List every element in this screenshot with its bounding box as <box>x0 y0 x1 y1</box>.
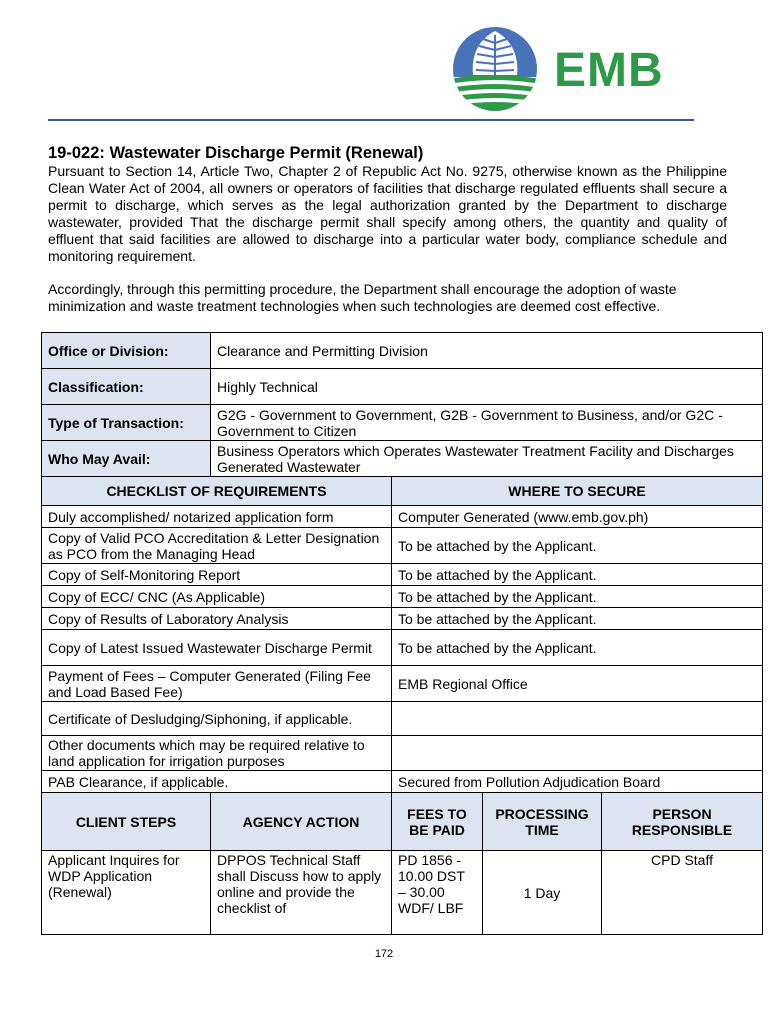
requirement-cell: Copy of Latest Issued Wastewater Discharge Permit <box>42 630 392 666</box>
table-row <box>42 608 763 630</box>
requirement-cell: Other documents which may be required relative to land application for irrigation purposes <box>42 736 392 771</box>
fees-cell: PD 1856 - 10.00 DST – 30.00 WDF/ LBF <box>392 851 483 935</box>
table-row <box>42 851 763 935</box>
header-agency-action: AGENCY ACTION <box>211 793 392 851</box>
checklist-header-where: WHERE TO SECURE <box>392 477 763 506</box>
emb-leaf-emblem-icon <box>449 25 541 113</box>
office-row <box>42 333 763 369</box>
requirement-cell: Copy of Self-Monitoring Report <box>42 564 392 586</box>
where-cell: To be attached by the Applicant. <box>392 586 763 608</box>
avail-value: Business Operators which Operates Wastewater Treatment Facility and Discharges Generated Wastewater <box>211 441 763 477</box>
checklist-header-requirements: CHECKLIST OF REQUIREMENTS <box>42 477 392 506</box>
page-number: 172 <box>374 948 394 960</box>
header-client-steps: CLIENT STEPS <box>42 793 211 851</box>
where-cell: To be attached by the Applicant. <box>392 528 763 564</box>
table-row <box>42 564 763 586</box>
where-cell <box>392 736 763 771</box>
page-title: 19-022: Wastewater Discharge Permit (Renewal) <box>48 144 424 162</box>
table-row <box>42 528 763 564</box>
intro-paragraph: Pursuant to Section 14, Article Two, Chapter 2 of Republic Act No. 9275, otherwise known as the Philippine Clean Water Act of 2004, all owners or operators of facilities that discharge regulated effluents shall secure a permit to discharge, which serves as the legal authorization granted by the Department to discharge wastewater, provided That the discharge permit shall specify among others, the quantity and quality of effluent that said facilities are allowed to discharge into a particular water body, compliance schedule and monitoring requirement. <box>48 163 727 264</box>
transaction-label: Type of Transaction: <box>42 405 211 441</box>
avail-label: Who May Avail: <box>42 441 211 477</box>
client-step-cell: Applicant Inquires for WDP Application (Renewal) <box>42 851 211 935</box>
requirement-cell: Copy of Valid PCO Accreditation & Letter Designation as PCO from the Managing Head <box>42 528 392 564</box>
office-label: Office or Division: <box>42 333 211 369</box>
header-person-responsible: PERSON RESPONSIBLE <box>602 793 763 851</box>
steps-header-row <box>42 793 763 851</box>
table-row <box>42 666 763 702</box>
table-row <box>42 702 763 736</box>
classification-row <box>42 369 763 405</box>
office-value: Clearance and Permitting Division <box>211 333 763 369</box>
where-cell: Computer Generated (www.emb.gov.ph) <box>392 506 763 528</box>
classification-value: Highly Technical <box>211 369 763 405</box>
avail-row <box>42 441 763 477</box>
table-row <box>42 736 763 771</box>
table-row <box>42 586 763 608</box>
header-divider <box>48 119 694 121</box>
person-responsible-cell: CPD Staff <box>602 851 763 935</box>
classification-label: Classification: <box>42 369 211 405</box>
requirement-cell: PAB Clearance, if applicable. <box>42 771 392 793</box>
requirement-cell: Copy of Results of Laboratory Analysis <box>42 608 392 630</box>
where-cell <box>392 702 763 736</box>
checklist-header-row <box>42 477 763 506</box>
requirement-cell: Duly accomplished/ notarized application form <box>42 506 392 528</box>
table-row <box>42 771 763 793</box>
agency-action-cell: DPPOS Technical Staff shall Discuss how to apply online and provide the checklist of <box>211 851 392 935</box>
processing-time-cell: 1 Day <box>483 851 602 935</box>
where-cell: EMB Regional Office <box>392 666 763 702</box>
second-paragraph: Accordingly, through this permitting procedure, the Department shall encourage the adoption of waste minimization and waste treatment technologies when such technologies are deemed cost effective. <box>48 281 677 314</box>
table-row <box>42 630 763 666</box>
where-cell: Secured from Pollution Adjudication Board <box>392 771 763 793</box>
requirement-cell: Payment of Fees – Computer Generated (Filing Fee and Load Based Fee) <box>42 666 392 702</box>
where-cell: To be attached by the Applicant. <box>392 608 763 630</box>
where-cell: To be attached by the Applicant. <box>392 564 763 586</box>
where-cell: To be attached by the Applicant. <box>392 630 763 666</box>
table-row <box>42 506 763 528</box>
emb-logo-text: EMB <box>554 44 664 97</box>
header-processing-time: PROCESSING TIME <box>483 793 602 851</box>
service-table <box>41 332 763 935</box>
transaction-row <box>42 405 763 441</box>
requirement-cell: Certificate of Desludging/Siphoning, if applicable. <box>42 702 392 736</box>
transaction-value: G2G - Government to Government, G2B - Government to Business, and/or G2C - Government to Citizen <box>211 405 763 441</box>
emb-logo <box>449 25 679 115</box>
requirement-cell: Copy of ECC/ CNC (As Applicable) <box>42 586 392 608</box>
header-fees: FEES TO BE PAID <box>392 793 483 851</box>
